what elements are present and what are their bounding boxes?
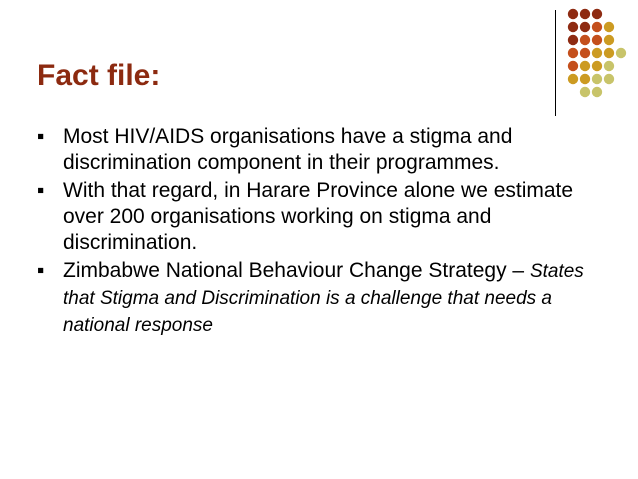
decorative-dot-grid (0, 0, 638, 120)
decorative-dot (568, 61, 578, 71)
decorative-dot (580, 9, 590, 19)
bullet-marker-icon: ▪ (37, 125, 45, 148)
decorative-dot (580, 35, 590, 45)
bullet-item (37, 178, 612, 256)
bullet-list (37, 124, 612, 341)
decorative-dot (568, 22, 578, 32)
decorative-dot (592, 35, 602, 45)
slide-title: Fact file: (37, 59, 161, 92)
decorative-dot (604, 48, 614, 58)
decorative-dot (568, 35, 578, 45)
bullet-marker-icon: ▪ (37, 179, 45, 202)
decorative-dot (580, 61, 590, 71)
decorative-dot (568, 74, 578, 84)
decorative-dot (592, 87, 602, 97)
decorative-dot (592, 9, 602, 19)
bullet-item (37, 258, 612, 339)
bullet-text: With that regard, in Harare Province alone we estimate over 200 organisations working on stigma and discrimination. (63, 179, 574, 254)
decorative-dot (592, 22, 602, 32)
decorative-dot (568, 9, 578, 19)
decorative-dot (592, 61, 602, 71)
bullet-item (37, 124, 612, 176)
decorative-dot (580, 74, 590, 84)
decorative-dot (568, 48, 578, 58)
decorative-dot (604, 61, 614, 71)
decorative-dot (604, 22, 614, 32)
decorative-dot (580, 22, 590, 32)
bullet-text: Most HIV/AIDS organisations have a stigma and discrimination component in their programmes. (63, 125, 513, 174)
bullet-marker-icon: ▪ (37, 259, 45, 282)
decorative-dot (592, 74, 602, 84)
decorative-dot (580, 48, 590, 58)
bullet-text: Zimbabwe National Behaviour Change Strategy – (63, 259, 530, 282)
decorative-dot (592, 48, 602, 58)
decorative-dot (580, 87, 590, 97)
decorative-dot (604, 74, 614, 84)
bullet-italic-text: States that Stigma and Discrimination is a challenge that needs a national response (63, 261, 584, 336)
decorative-dot (616, 48, 626, 58)
decorative-dot (604, 35, 614, 45)
